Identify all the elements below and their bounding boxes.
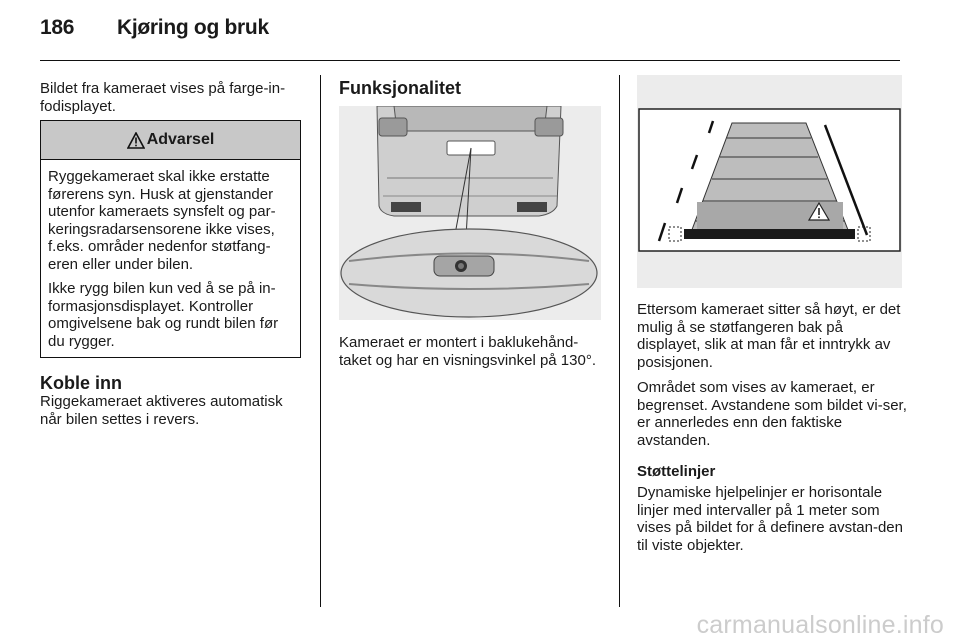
section-heading-koble-inn: Koble inn xyxy=(40,373,122,393)
header-divider xyxy=(40,60,900,61)
parking-guidelines-display-illustration xyxy=(637,75,902,288)
warning-title: Advarsel xyxy=(146,131,215,148)
section-title: Kjøring og bruk xyxy=(117,16,269,39)
subheading-stottelinjer: Støttelinjer xyxy=(637,463,716,480)
column-divider-2 xyxy=(619,75,620,607)
col3-paragraph-1: Ettersom kameraet sitter så høyt, er det mulig å se støtfangeren bak på displayet, slik at man får et inntrykk av posisjonen. xyxy=(637,301,901,371)
watermark: carmanualsonline.info xyxy=(696,611,944,639)
warning-paragraph-1: Ryggekameraet skal ikke erstatte førerens syn. Husk at gjenstander utenfor kameraets synsfelt og par-keringsradarsensorene ikke vises, f.eks. områder nedenfor støtfang-eren eller under bilen. xyxy=(48,168,276,273)
warning-triangle-icon xyxy=(127,132,145,149)
warning-paragraph-2: Ikke rygg bilen kun ved å se på in-formasjonsdisplayet. Kontroller omgivelsene bak og rundt bilen før du rygger. xyxy=(48,280,279,350)
car-rear-camera-illustration xyxy=(339,106,601,320)
warning-header xyxy=(41,121,300,160)
page-number: 186 xyxy=(40,16,75,39)
intro-text: Bildet fra kameraet vises på farge-in-fodisplayet. xyxy=(40,80,286,115)
col3-paragraph-3: Dynamiske hjelpelinjer er horisontale linjer med intervaller på 1 meter som vises på bildet for å definere avstan-den til viste objekter. xyxy=(637,484,903,554)
warning-box xyxy=(40,120,301,358)
section-heading-funksjonalitet: Funksjonalitet xyxy=(339,78,462,98)
koble-inn-text: Riggekameraet aktiveres automatisk når bilen settes i revers. xyxy=(40,393,283,428)
camera-caption: Kameraet er montert i baklukehånd-taket og har en visningsvinkel på 130°. xyxy=(339,334,596,369)
column-divider-1 xyxy=(320,75,321,607)
col3-paragraph-2: Området som vises av kameraet, er begrenset. Avstandene som bildet vi-ser, er annerledes enn den faktiske avstanden. xyxy=(637,379,907,449)
